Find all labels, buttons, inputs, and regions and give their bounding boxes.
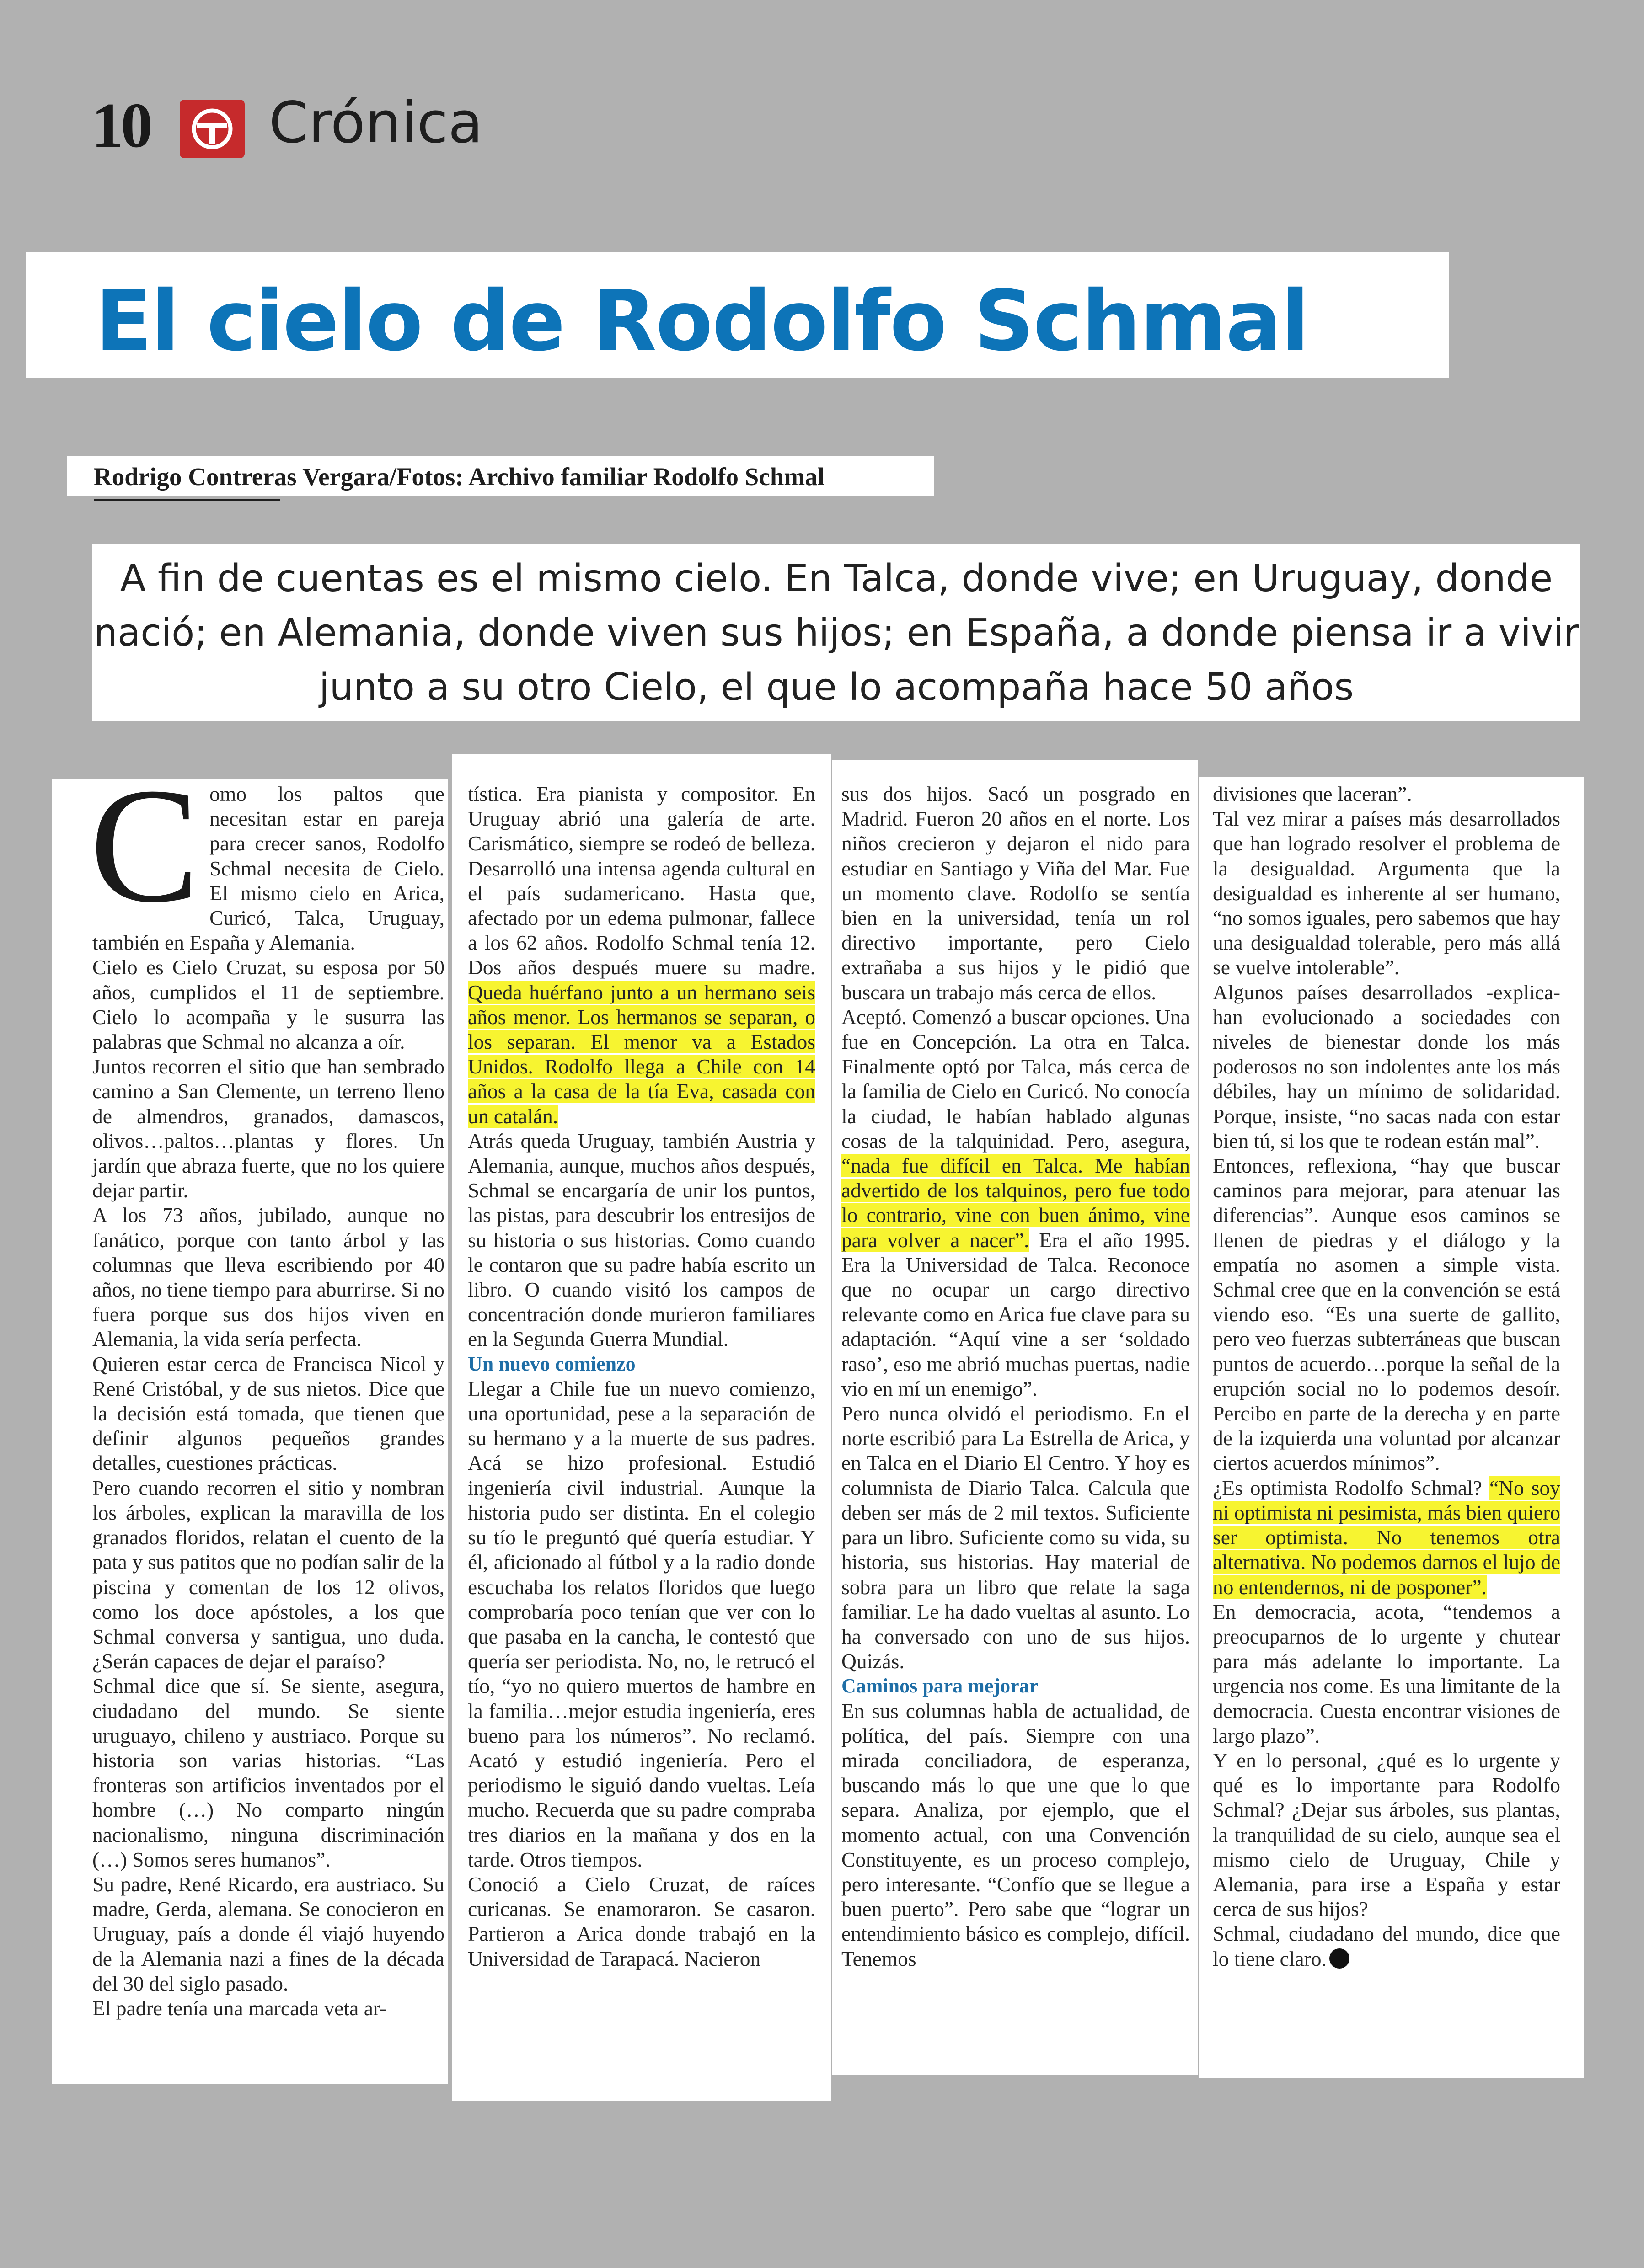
- article-lead: A fin de cuentas es el mismo cielo. En Talca, donde vive; en Uruguay, donde nació; en Alemania, donde viven sus hijos; en España, a donde piensa ir a vivir junto a su otro Cielo, el que lo acompaña hace 50 años: [94, 556, 1579, 709]
- paragraph: tística. Era pianista y compositor. En Uruguay abrió una galería de arte. Carismático, siempre se rodeó de belleza. Desarrolló una intensa agenda cultural en el país sudamericano. Hasta que, afectado por un edema pulmonar, fallece a los 62 años. Rodolfo Schmal tenía 12. Dos años después muere su madre. Queda huérfano junto a un hermano seis años menor. Los hermanos se separan, o los separan. El menor va a Estados Unidos. Rodolfo llega a Chile con 14 años a la casa de la tía Eva, casada con un catalán.: [468, 782, 815, 1128]
- highlighted-quote: “No soy ni optimista ni pesimista, más bien quiero ser optimista. No tenemos otra alternativa. No podemos darnos el lujo de no entendernos, ni de posponer”.: [1213, 1476, 1561, 1599]
- paragraph: Como los paltos que necesitan estar en pareja para crecer sanos, Rodolfo Schmal necesita de Cielo. El mismo cielo en Arica, Curicó, Talca, Uruguay, también en España y Alemania.: [90, 754, 444, 955]
- paragraph: Quieren estar cerca de Francisca Nicol y René Cristóbal, y de sus nietos. Dice que la decisión está tomada, que tienen que definir algunos pequeños grandes detalles, cuestiones prácticas.: [92, 1352, 444, 1475]
- article-title: El cielo de Rodolfo Schmal: [95, 272, 1309, 369]
- paragraph: Aceptó. Comenzó a buscar opciones. Una fue en Concepción. La otra en Talca. Finalmente optó por Talca, más cerca de la familia de Cielo en Curicó. No conocía la ciudad, le habían hablado algunas cosas de la talquinidad. Pero, asegura, “nada fue difícil en Talca. Me habían advertido de los talquinos, pero fue todo lo contrario, vine con buen ánimo, vine para volver a nacer”. Era el año 1995. Era la Universidad de Talca. Reconoce que no ocupar un cargo directivo relevante como en Arica fue clave para su adaptación. “Aquí vine a ser ‘soldado raso’, eso me abrió muchas puertas, nadie vio en mí un enemigo”.: [841, 1005, 1190, 1400]
- subheading: Un nuevo comienzo: [468, 1352, 636, 1375]
- highlighted-quote: Queda huérfano junto a un hermano seis años menor. Los hermanos se separan, o los separan. El menor va a Estados Unidos. Rodolfo llega a Chile con 14 años a la casa de la tía Eva, casada con un catalán.: [468, 980, 815, 1128]
- paragraph: divisiones que laceran”.: [1213, 782, 1412, 806]
- section-title: Crónica: [269, 90, 483, 156]
- paragraph: Pero nunca olvidó el periodismo. En el norte escribió para La Estrella de Arica, y en Talca en el Diario El Centro. Y hoy es columnista de Diario Talca. Calcula que deben ser más de 2 mil textos. Suficiente para un libro. Suficiente como su vida, su historia, sus historias. Hay material de sobra para un libro que relate la saga familiar. Le ha dado vueltas al asunto. Lo ha conversado con uno de sus hijos. Quizás.: [841, 1402, 1190, 1673]
- paragraph: Y en lo personal, ¿qué es lo urgente y qué es lo importante para Rodolfo Schmal? ¿Dejar sus árboles, sus plantas, la tranquilidad de su cielo, aunque sea el mismo cielo de Uruguay, Chile y Alemania, para irse a España y estar cerca de sus hijos?: [1213, 1748, 1560, 1921]
- page-number: 10: [91, 90, 150, 161]
- paragraph: Atrás queda Uruguay, también Austria y Alemania, aunque, muchos años después, Schmal se encargaría de unir los puntos, las pistas, para descubrir los entresijos de su historia o sus historias. Como cuando le contaron que su padre había escrito un libro. O cuando visitó los campos de concentración donde murieron familiares en la Segunda Guerra Mundial.: [468, 1129, 815, 1351]
- paragraph: Juntos recorren el sitio que han sembrado camino a San Clemente, un terreno lleno de almendros, granados, damascos, olivos…paltos…plantas y flores. Un jardín que abraza fuerte, que no los quiere dejar partir.: [92, 1055, 444, 1202]
- byline-underline: [94, 499, 280, 501]
- article-column-2: [468, 782, 815, 1971]
- paragraph: Llegar a Chile fue un nuevo comienzo, una oportunidad, pese a la separación de su hermano y a la muerte de sus padres. Acá se hizo profesional. Estudió ingeniería civil industrial. Aunque la historia pudo ser distinta. En el colegio su tío le preguntó qué quería estudiar. Y él, aficionado al fútbol y a la radio donde escuchaba los relatos floridos que luego comprobaría poco tenían que ver con lo que pasaba en la cancha, le contestó que quería ser periodista. No, no, le retrucó el tío, “yo no quiero muertos de hambre en la familia…mejor estudia ingeniería, eres bueno para los números”. No reclamó. Acató y estudió ingeniería. Pero el periodismo le siguió dando vueltas. Leía mucho. Recuerda que su padre compraba tres diarios en la mañana y dos en la tarde. Otros tiempos.: [468, 1377, 815, 1871]
- paragraph: Cielo es Cielo Cruzat, su esposa por 50 años, cumplidos el 11 de septiembre. Cielo lo acompaña y le susurra las palabras que Schmal no alcanza a oír.: [92, 955, 444, 1054]
- article-column-1: [90, 754, 444, 2021]
- subheading: Caminos para mejorar: [841, 1675, 1039, 1697]
- drop-cap: C: [90, 754, 200, 936]
- paragraph: ¿Es optimista Rodolfo Schmal? “No soy ni optimista ni pesimista, más bien quiero ser optimista. No tenemos otra alternativa. No podemos darnos el lujo de no entendernos, ni de posponer”.: [1213, 1476, 1561, 1599]
- paragraph: A los 73 años, jubilado, aunque no fanático, porque con tanto árbol y las columnas que lleva escribiendo por 40 años, no tiene tiempo para aburrirse. Si no fuera porque sus dos hijos viven en Alemania, la vida sería perfecta.: [92, 1203, 444, 1351]
- paragraph: Su padre, René Ricardo, era austriaco. Su madre, Gerda, alemana. Se conocieron en Uruguay, país a donde él viajó huyendo de la Alemania nazi a fines de la década del 30 del siglo pasado.: [92, 1872, 444, 1995]
- highlighted-quote: “nada fue difícil en Talca. Me habían advertido de los talquinos, pero fue todo lo contrario, vine con buen ánimo, vine para volver a nacer”.: [841, 1154, 1190, 1252]
- paragraph: Entonces, reflexiona, “hay que buscar caminos para mejorar, para atenuar las diferencias”. Aunque esos caminos se llenen de piedras y el diálogo y la empatía no asomen a simple vista. Schmal cree que en la convención se está viendo eso. “Es una suerte de gallito, pero veo fuerzas subterráneas que buscan puntos de acuerdo…porque la señal de la erupción social no lo podemos desoír. Percibo en parte de la derecha y en parte de la izquierda una voluntad por alcanzar ciertos acuerdos mínimos”.: [1213, 1154, 1560, 1475]
- byline: Rodrigo Contreras Vergara/Fotos: Archivo familiar Rodolfo Schmal: [94, 463, 825, 491]
- end-of-article-icon: [1329, 1948, 1349, 1969]
- newspaper-logo-icon: [180, 100, 245, 158]
- paragraph: En sus columnas habla de actualidad, de política, del país. Siempre con una mirada conciliadora, de esperanza, buscando más lo que une que lo que separa. Analiza, por ejemplo, que el momento actual, con una Convención Constituyente, es un proceso complejo, pero interesante. “Confío que se llegue a buen puerto”. Pero sabe que “lograr un entendimiento básico es complejo, difícil. Tenemos: [841, 1699, 1190, 1970]
- paragraph: Schmal, ciudadano del mundo, dice que lo tiene claro.: [1213, 1922, 1560, 1970]
- paragraph: El padre tenía una marcada veta ar-: [92, 1996, 387, 2020]
- paragraph: sus dos hijos. Sacó un posgrado en Madrid. Fueron 20 años en el norte. Los niños crecieron y dejaron el nido para estudiar en Santiago y Viña del Mar. Fue un momento clave. Rodolfo se sentía bien en la universidad, tenía un rol directivo importante, pero Cielo extrañaba a sus hijos y le pidió que buscara un trabajo más cerca de ellos.: [841, 782, 1190, 1004]
- article-column-3: [841, 782, 1190, 1971]
- paragraph: En democracia, acota, “tendemos a preocuparnos de lo urgente y chutear para más adelante lo importante. La urgencia nos come. Es una limitante de la democracia. Cuesta encontrar visiones de largo plazo”.: [1213, 1600, 1560, 1747]
- article-column-4: [1213, 782, 1560, 1971]
- paragraph: Tal vez mirar a países más desarrollados que han logrado resolver el problema de la desigualdad. Argumenta que la desigualdad es inherente al ser humano, “no somos iguales, pero sabemos que hay una desigualdad tolerable, pero más allá se vuelve intolerable”.: [1213, 807, 1560, 979]
- paragraph: Algunos países desarrollados -explica- han evolucionado a sociedades con niveles de bienestar donde los más poderosos no son indolentes ante los más débiles, hay un mínimo de solidaridad. Porque, insiste, “no sacas nada con estar bien tú, si los que te rodean están mal”.: [1213, 980, 1560, 1153]
- paragraph: Conoció a Cielo Cruzat, de raíces curicanas. Se enamoraron. Se casaron. Partieron a Arica donde trabajó en la Universidad de Tarapacá. Nacieron: [468, 1872, 815, 1970]
- paragraph: Pero cuando recorren el sitio y nombran los árboles, explican la maravilla de los granados floridos, relatan el cuento de la pata y sus patitos que no podían salir de la piscina y comentan de los 12 olivos, como los doce apóstoles, a los que Schmal conversa y santigua, uno duda. ¿Serán capaces de dejar el paraíso?: [92, 1476, 444, 1673]
- paragraph: Schmal dice que sí. Se siente, asegura, ciudadano del mundo. Se siente uruguayo, chileno y austriaco. Porque su historia son varias historias. “Las fronteras son artificios inventados por el hombre (…) No comparto ningún nacionalismo, ninguna discriminación (…) Somos seres humanos”.: [92, 1674, 444, 1871]
